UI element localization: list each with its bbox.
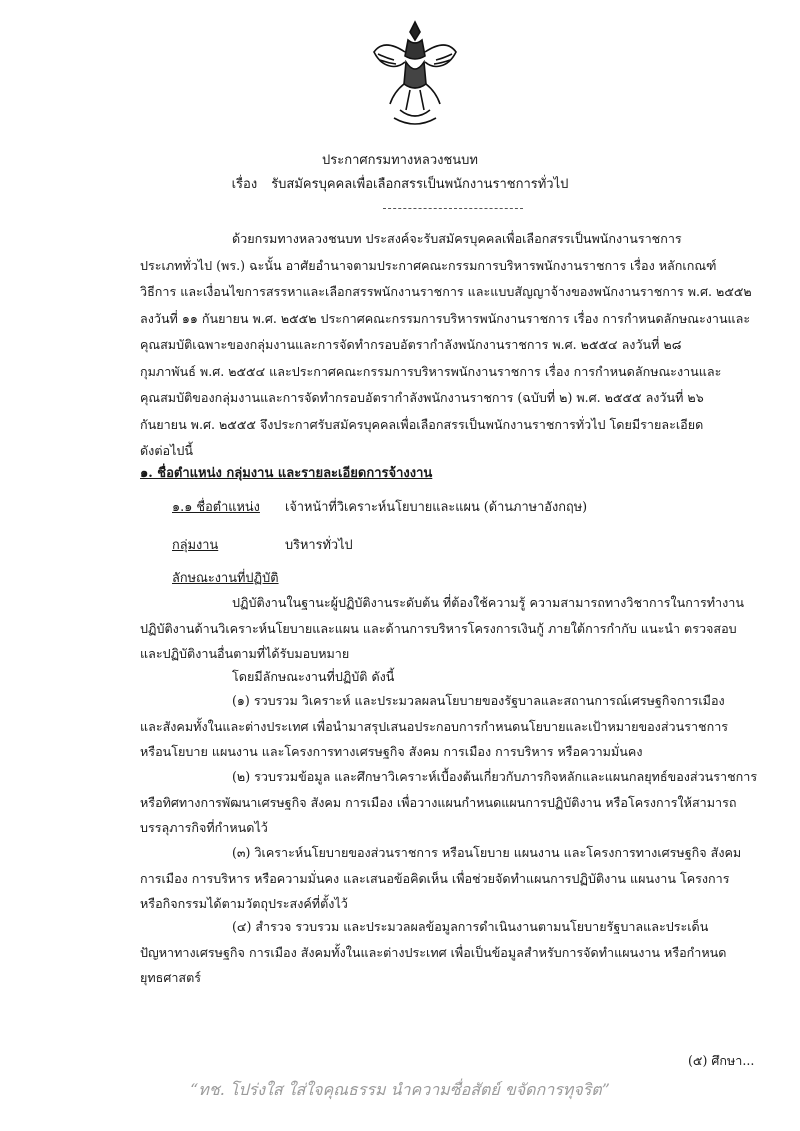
intro-line: ด้วยกรมทางหลวงชนบท ประสงค์จะรับสมัครบุคคลเพื่อเลือกสรรเป็นพนักงานราชการ: [232, 231, 682, 246]
intro-line: ดังต่อไปนี้: [140, 443, 194, 458]
intro-line: คุณสมบัติเฉพาะของกลุ่มงานและการจัดทำกรอบอัตรากำลังพนักงานราชการ พ.ศ. ๒๕๕๔ ลงวันที่ ๒๘: [140, 337, 682, 352]
body-line: (๑) รวบรวม วิเคราะห์ และประมวลผลนโยบายของรัฐบาลและสถานการณ์เศรษฐกิจการเมือง: [232, 693, 725, 708]
body-line: หรือนโยบาย แผนงาน และโครงการทางเศรษฐกิจ สังคม การเมือง การบริหาร หรือความมั่นคง: [140, 744, 643, 759]
intro-line: ประเภททั่วไป (พร.) ฉะนั้น อาศัยอำนาจตามประกาศคณะกรรมการบริหารพนักงานราชการ เรื่อง หลักเกณฑ์: [140, 257, 717, 273]
intro-line: ลงวันที่ ๑๑ กันยายน พ.ศ. ๒๕๕๒ ประกาศคณะกรรมการบริหารพนักงานราชการ เรื่อง การกำหนดลักษณะงานและ: [140, 310, 751, 326]
intro-paragraph: [140, 226, 770, 465]
body-line: (๓) วิเคราะห์นโยบายของส่วนราชการ หรือนโยบาย แผนงาน และโครงการทางเศรษฐกิจ สังคม: [232, 845, 742, 860]
body-line: (๒) รวบรวมข้อมูล และศึกษาวิเคราะห์เบื้องต้นเกี่ยวกับภารกิจหลักและแผนกลยุทธ์ของส่วนราชการ: [232, 769, 758, 784]
work-nature-label: ลักษณะงานที่ปฏิบัติ: [172, 571, 279, 586]
body-line: หรือกิจกรรมได้ตามวัตถุประสงค์ที่ตั้งไว้: [140, 896, 348, 911]
duties-intro: [140, 664, 770, 690]
group-value: บริหารทั่วไป: [285, 538, 353, 553]
subject-label: เรื่อง: [231, 177, 258, 192]
garuda-emblem-icon: [370, 18, 460, 128]
position-value: เจ้าหน้าที่วิเคราะห์นโยบายและแผน (ด้านภาษาอังกฤษ): [285, 500, 588, 515]
body-line: และสังคมทั้งในและต่างประเทศ เพื่อนำมาสรุปเสนอประกอบการกำหนดนโยบายและเป้าหมายของส่วนราชการ: [140, 718, 729, 734]
duty-2: [140, 764, 770, 841]
section-1-title: ๑. ชื่อตำแหน่ง กลุ่มงาน และรายละเอียดการจ้างงาน: [140, 466, 433, 481]
body-line: ปฏิบัติงานในฐานะผู้ปฏิบัติงานระดับต้น ที่ต้องใช้ความรู้ ความสามารถทางวิชาการในการทำงาน: [232, 595, 744, 610]
intro-line: กันยายน พ.ศ. ๒๕๕๕ จึงประกาศรับสมัครบุคคลเพื่อเลือกสรรเป็นพนักงานราชการทั่วไป โดยมีรายละเอียด: [140, 416, 704, 432]
body-line: (๔) สำรวจ รวบรวม และประมวลผลข้อมูลการดำเนินงานตามนโยบายรัฐบาลและประเด็น: [232, 919, 709, 934]
title-divider: [383, 208, 523, 209]
group-label: กลุ่มงาน: [172, 538, 219, 553]
continued-marker: (๕) ศึกษา...: [688, 1053, 755, 1068]
body-line: บรรลุภารกิจที่กำหนดไว้: [140, 820, 268, 835]
document-title: ประกาศกรมทางหลวงชนบท: [322, 153, 478, 168]
body-line: ปฏิบัติงานด้านวิเคราะห์นโยบายและแผน และด้านการบริหารโครงการเงินกู้ ภายใต้การกำกับ แนะนำ ตรวจสอบ: [140, 620, 737, 636]
intro-line: กุมภาพันธ์ พ.ศ. ๒๕๕๔ และประกาศคณะกรรมการบริหารพนักงานราชการ เรื่อง การกำหนดลักษณะงานและ: [140, 363, 722, 379]
duty-4: [140, 914, 770, 991]
footer-slogan: “ทช. โปร่งใส ใส่ใจคุณธรรม นำความซื่อสัตย์ ขจัดการทุจริต”: [190, 1080, 610, 1099]
body-line: ปัญหาทางเศรษฐกิจ การเมือง สังคมทั้งในและต่างประเทศ เพื่อเป็นข้อมูลสำหรับการจัดทำแผนงาน หรือกำหนด: [140, 944, 727, 960]
body-line: โดยมีลักษณะงานที่ปฏิบัติ ดังนี้: [232, 669, 395, 684]
position-label: ๑.๑ ชื่อตำแหน่ง: [172, 500, 260, 515]
body-line: และปฏิบัติงานอื่นตามที่ได้รับมอบหมาย: [140, 646, 350, 661]
intro-line: วิธีการ และเงื่อนไขการสรรหาและเลือกสรรพนักงานราชการ และแบบสัญญาจ้างของพนักงานราชการ พ.ศ. ๒๕๕๒: [140, 284, 752, 299]
body-line: ยุทธศาสตร์: [140, 970, 202, 985]
work-nature-paragraph: [140, 590, 770, 667]
subject-text: รับสมัครบุคคลเพื่อเลือกสรรเป็นพนักงานราชการทั่วไป: [271, 177, 569, 192]
body-line: หรือทิศทางการพัฒนาเศรษฐกิจ สังคม การเมือง เพื่อวางแผนกำหนดแผนการปฏิบัติงาน หรือโครงการให้สามารถ: [140, 794, 737, 810]
duty-3: [140, 840, 770, 917]
body-line: การเมือง การบริหาร หรือความมั่นคง และเสนอข้อคิดเห็น เพื่อช่วยจัดทำแผนการปฏิบัติงาน แผนงาน โครงการ: [140, 870, 730, 886]
intro-line: คุณสมบัติของกลุ่มงานและการจัดทำกรอบอัตรากำลังพนักงานราชการ (ฉบับที่ ๒) พ.ศ. ๒๕๕๕ ลงวันที่ ๒๖: [140, 390, 704, 405]
duty-1: [140, 688, 770, 765]
document-subject: [0, 176, 800, 194]
